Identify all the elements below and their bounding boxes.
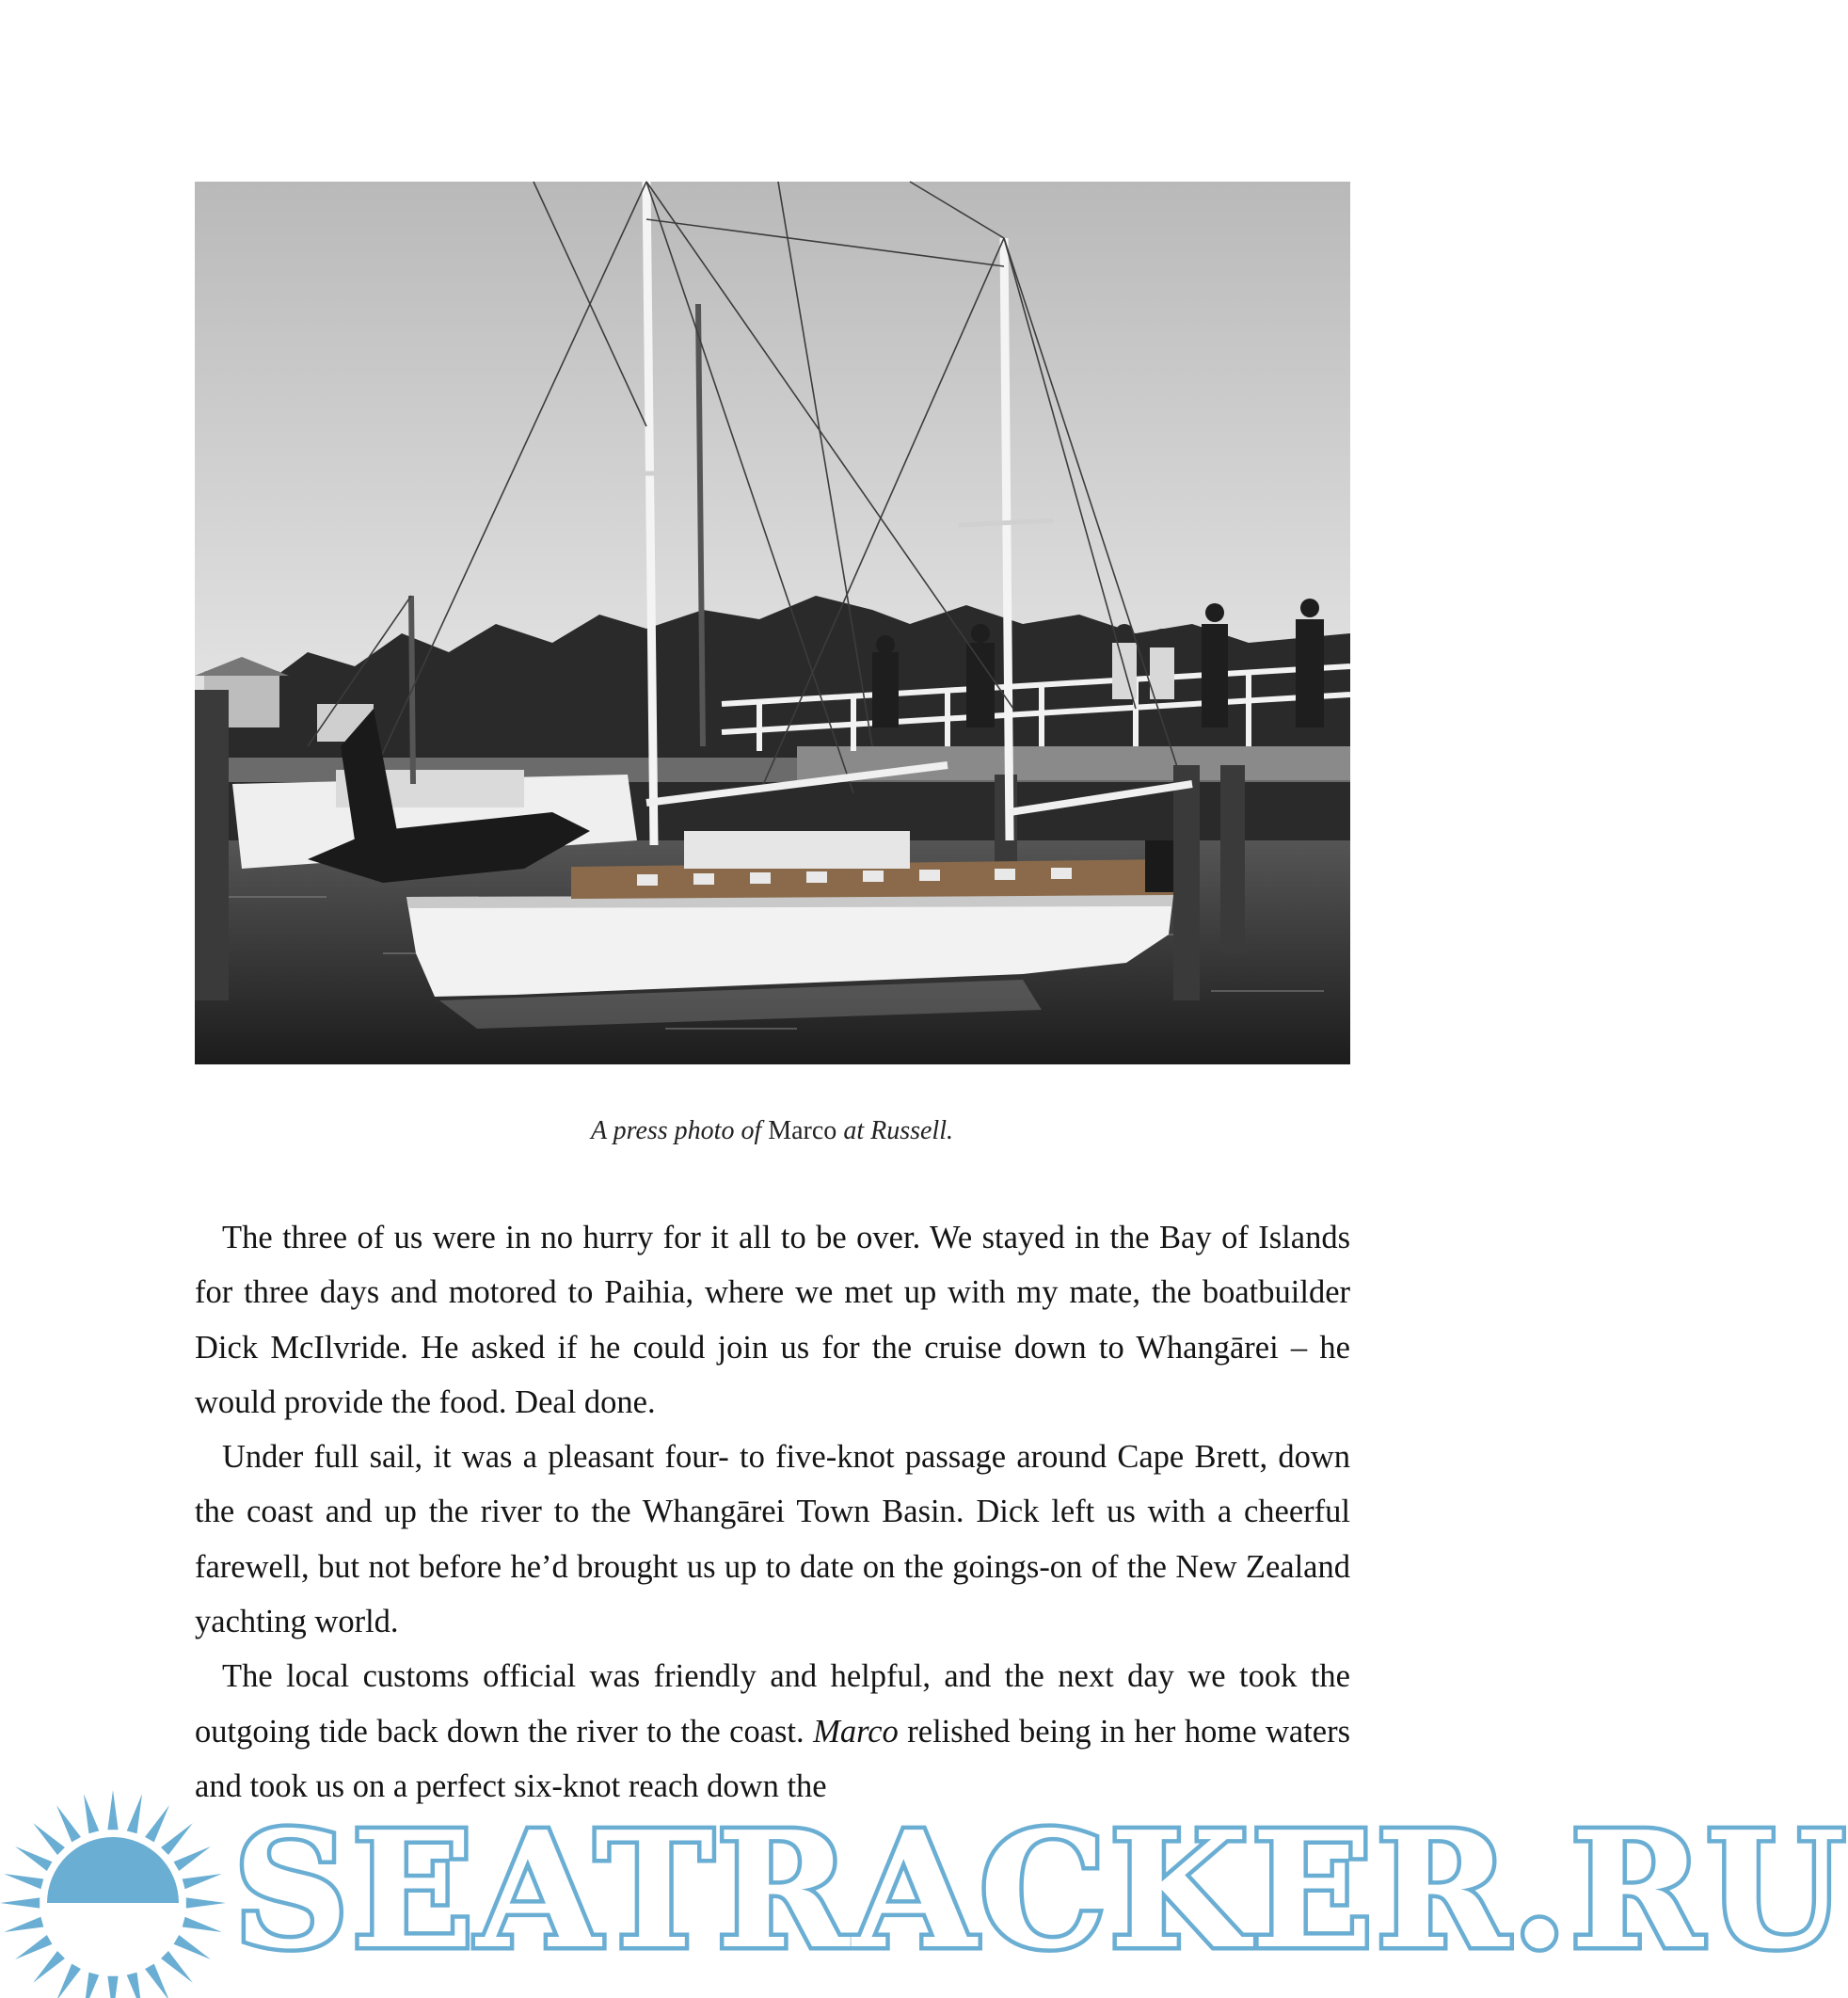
sun-ray xyxy=(174,1935,211,1959)
sun-ray xyxy=(56,1805,81,1842)
sun-ray xyxy=(186,1897,226,1908)
sun-ray xyxy=(84,1973,99,1998)
sun-ray xyxy=(145,1805,169,1842)
caption-prefix: A press photo of xyxy=(591,1116,762,1145)
sun-ray xyxy=(161,1951,193,1983)
sun-ray xyxy=(33,1823,65,1855)
sun-ray xyxy=(15,1935,52,1959)
sun-ray xyxy=(4,1874,43,1889)
caption-mid: at xyxy=(843,1116,865,1145)
paragraph-2: Under full sail, it was a pleasant four- to five-knot passage around Cape Brett, down the coast and up the river to the Whangārei Town Basin. Dick left us with a cheerful farewell, but not before he’d brought us up to date on the goings-on of the New Zealand yachting world. xyxy=(195,1439,1350,1640)
sun-ray xyxy=(161,1823,193,1855)
paragraph-3-start: The local customs official was friendly and helpful, and the next day we took the outgoing tide back down the river to the coast. xyxy=(195,1658,1350,1750)
boat-photo xyxy=(195,182,1350,1064)
paragraph-3-end: relished being in her home waters and took us on a perfect six-knot reach down the xyxy=(195,1713,1351,1804)
sun-ray xyxy=(127,1794,142,1833)
caption-end: . xyxy=(946,1116,953,1145)
sun-ray xyxy=(0,1897,40,1908)
sun-ray xyxy=(107,1976,118,1998)
figure-caption xyxy=(0,1116,1544,1146)
sun-ray xyxy=(33,1951,65,1983)
paragraph-3-boat-name: Marco xyxy=(813,1713,899,1750)
sun-ray xyxy=(107,1790,118,1830)
sun-ray xyxy=(127,1973,142,1998)
sun-ray xyxy=(174,1846,211,1871)
sun-ray xyxy=(4,1917,43,1932)
watermark-text: SEATRACKER.RU xyxy=(233,1797,1848,1985)
sun-ray xyxy=(15,1846,52,1871)
sun-ray xyxy=(56,1964,81,1998)
sun-ray xyxy=(84,1794,99,1833)
sun-ray xyxy=(183,1917,222,1932)
paragraph-1: The three of us were in no hurry for it all to be over. We stayed in the Bay of Islands for three days and motored to Paihia, where we met up with my mate, the boatbuilder Dick McIlvride. He asked if he could join us for the cruise down to Whangārei – he would provide the food. Deal done. xyxy=(195,1220,1350,1420)
photo-illustration xyxy=(195,182,1350,1064)
caption-place: Russell xyxy=(870,1116,947,1145)
sun-ray xyxy=(183,1874,222,1889)
caption-boat-name: Marco xyxy=(768,1116,837,1145)
body-text xyxy=(195,1210,1350,1814)
sun-ray xyxy=(145,1964,169,1998)
